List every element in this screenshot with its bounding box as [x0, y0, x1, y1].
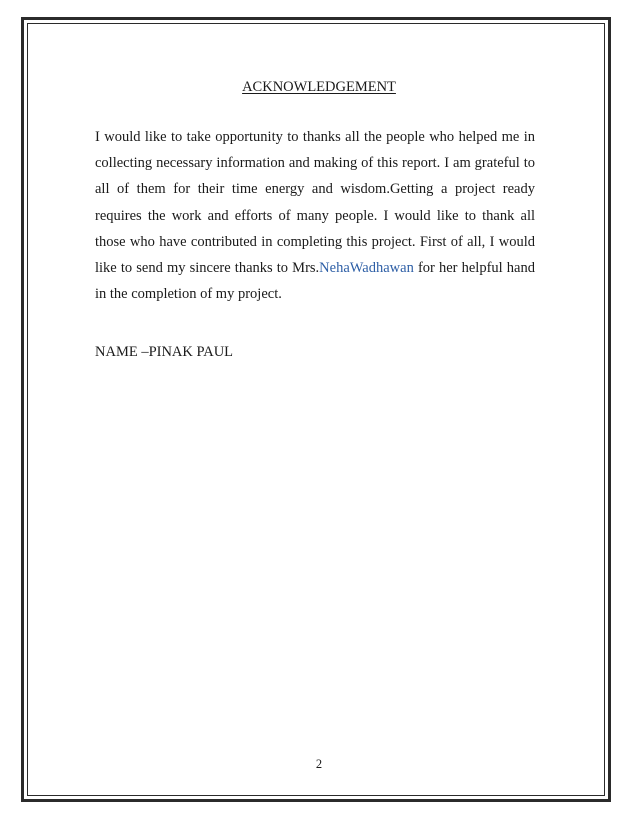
highlighted-name: NehaWadhawan — [319, 260, 414, 277]
author-name-line: NAME –PINAK PAUL — [95, 344, 234, 360]
acknowledgement-paragraph — [95, 124, 535, 307]
paragraph-text-before: I would like to take opportunity to thanks all the people who helped me in collecting necessary information and making of this report. I am grateful to all of them for their time energy and wisdom.Getting a project ready requires the work and efforts of many people. I would like to thank all those who have contributed in completing this project. First of all, I would like to send my sincere thanks to Mrs. — [95, 129, 535, 277]
page-number: 2 — [315, 757, 323, 771]
page-title — [0, 77, 638, 97]
paragraph-text-after: for her helpful hand in the completion of my project. — [95, 260, 535, 303]
page-title-text: ACKNOWLEDGEMENT — [242, 79, 396, 95]
